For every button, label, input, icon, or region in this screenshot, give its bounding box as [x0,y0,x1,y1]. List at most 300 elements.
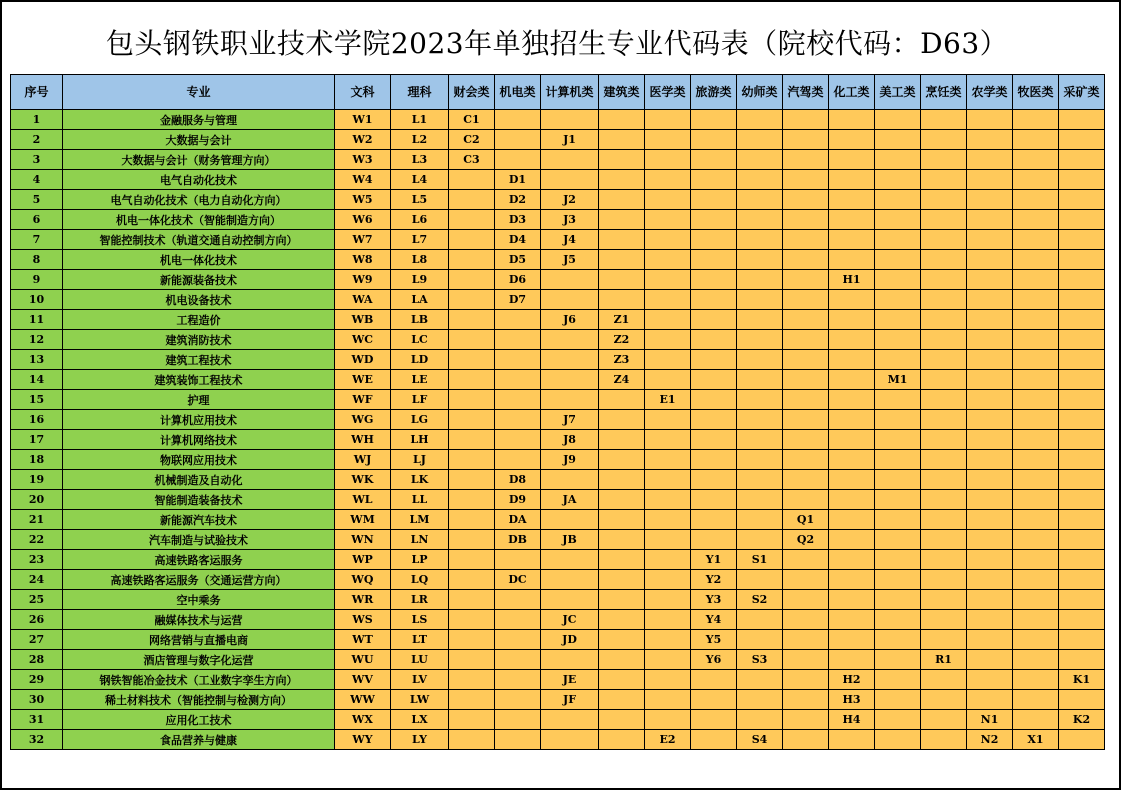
code-cell [921,690,967,710]
code-cell: DB [495,530,541,550]
code-cell: Y3 [691,590,737,610]
code-cell [1059,390,1105,410]
code-cell [1013,470,1059,490]
code-cell: WH [335,430,391,450]
code-cell [495,330,541,350]
code-cell: H3 [829,690,875,710]
code-cell [829,570,875,590]
code-cell [449,470,495,490]
code-cell [645,450,691,470]
code-cell [599,210,645,230]
code-cell: LY [391,730,449,750]
code-cell [1059,310,1105,330]
code-cell [599,230,645,250]
code-cell [783,390,829,410]
code-cell [599,250,645,270]
code-cell [783,710,829,730]
row-number: 29 [11,670,63,690]
code-cell [737,510,783,530]
code-cell [967,590,1013,610]
code-cell [691,330,737,350]
table-row [11,350,1105,370]
code-cell [495,630,541,650]
table-row [11,610,1105,630]
code-cell [599,550,645,570]
code-cell: E1 [645,390,691,410]
code-cell [829,630,875,650]
code-cell [449,710,495,730]
code-cell: J7 [541,410,599,430]
code-cell [967,670,1013,690]
code-cell: J4 [541,230,599,250]
code-cell [875,550,921,570]
table-row [11,390,1105,410]
code-cell [829,130,875,150]
code-cell [599,130,645,150]
code-cell [967,610,1013,630]
code-cell: D1 [495,170,541,190]
code-cell [691,110,737,130]
code-cell [1013,490,1059,510]
code-cell [875,450,921,470]
code-cell [1059,490,1105,510]
code-cell [1013,570,1059,590]
code-cell: LJ [391,450,449,470]
code-cell [1059,210,1105,230]
code-cell [921,590,967,610]
row-number: 4 [11,170,63,190]
row-number: 5 [11,190,63,210]
row-number: 25 [11,590,63,610]
code-cell [1013,370,1059,390]
code-cell [541,290,599,310]
table-row [11,510,1105,530]
code-cell [783,470,829,490]
code-cell: LK [391,470,449,490]
code-cell [783,490,829,510]
code-cell [737,190,783,210]
code-cell [967,430,1013,450]
row-number: 32 [11,730,63,750]
code-cell: S2 [737,590,783,610]
code-cell [1013,650,1059,670]
code-cell: J1 [541,130,599,150]
code-cell [921,370,967,390]
table-row [11,170,1105,190]
row-number: 11 [11,310,63,330]
code-cell [737,150,783,170]
code-cell: Z4 [599,370,645,390]
code-cell [495,130,541,150]
code-cell [1013,150,1059,170]
code-cell [967,470,1013,490]
code-cell [783,230,829,250]
code-cell [645,630,691,650]
code-cell [875,190,921,210]
code-cell [599,610,645,630]
row-number: 14 [11,370,63,390]
code-cell [645,550,691,570]
table-row [11,410,1105,430]
code-cell [1059,370,1105,390]
code-cell: WP [335,550,391,570]
row-number: 3 [11,150,63,170]
code-cell: WW [335,690,391,710]
code-cell: K2 [1059,710,1105,730]
table-row [11,190,1105,210]
code-cell: W2 [335,130,391,150]
code-cell: W3 [335,150,391,170]
code-cell [737,570,783,590]
code-cell [967,570,1013,590]
code-cell [875,710,921,730]
code-cell [645,230,691,250]
row-number: 12 [11,330,63,350]
row-number: 26 [11,610,63,630]
code-cell: WL [335,490,391,510]
major-name: 护理 [63,390,335,410]
major-code-table [10,74,1105,750]
column-header: 文科 [335,75,391,110]
code-cell [1059,650,1105,670]
major-name: 应用化工技术 [63,710,335,730]
code-cell: WA [335,290,391,310]
code-cell [645,190,691,210]
code-cell [967,170,1013,190]
major-name: 机械制造及自动化 [63,470,335,490]
code-cell [829,550,875,570]
code-cell: WU [335,650,391,670]
code-cell [967,230,1013,250]
code-cell [921,290,967,310]
code-cell [691,190,737,210]
code-cell [691,490,737,510]
code-cell [783,630,829,650]
code-cell [783,450,829,470]
code-cell: L5 [391,190,449,210]
major-name: 钢铁智能冶金技术（工业数字孪生方向） [63,670,335,690]
code-cell [1013,550,1059,570]
code-cell [599,190,645,210]
code-cell [737,690,783,710]
code-cell [875,270,921,290]
column-header: 美工类 [875,75,921,110]
code-cell: H1 [829,270,875,290]
code-cell: LW [391,690,449,710]
code-cell [541,710,599,730]
major-name: 电气自动化技术（电力自动化方向） [63,190,335,210]
code-cell [1059,590,1105,610]
code-cell [783,670,829,690]
major-name: 酒店管理与数字化运营 [63,650,335,670]
code-cell [541,370,599,390]
code-cell [737,410,783,430]
code-cell [737,270,783,290]
row-number: 1 [11,110,63,130]
code-cell [691,350,737,370]
code-cell [829,390,875,410]
code-cell: D3 [495,210,541,230]
code-cell [541,330,599,350]
column-header: 化工类 [829,75,875,110]
code-cell [783,190,829,210]
code-cell [645,350,691,370]
code-cell [1059,250,1105,270]
code-cell: LG [391,410,449,430]
major-name: 稀土材料技术（智能控制与检测方向） [63,690,335,710]
code-cell: J6 [541,310,599,330]
major-name: 计算机网络技术 [63,430,335,450]
code-cell [1059,170,1105,190]
code-cell [1013,330,1059,350]
code-cell: N2 [967,730,1013,750]
code-cell [967,250,1013,270]
code-cell [1013,110,1059,130]
major-name: 建筑装饰工程技术 [63,370,335,390]
code-cell [1059,730,1105,750]
code-cell [829,650,875,670]
table-row [11,470,1105,490]
code-cell [829,490,875,510]
column-header: 烹饪类 [921,75,967,110]
code-cell [599,470,645,490]
code-cell [449,210,495,230]
code-cell [967,290,1013,310]
code-cell: WG [335,410,391,430]
row-number: 22 [11,530,63,550]
code-cell: L7 [391,230,449,250]
code-cell: S1 [737,550,783,570]
code-cell [449,270,495,290]
code-cell [449,310,495,330]
code-cell [1059,230,1105,250]
code-cell [1013,690,1059,710]
code-cell [875,390,921,410]
code-cell: R1 [921,650,967,670]
row-number: 23 [11,550,63,570]
code-cell [645,250,691,270]
code-cell [449,650,495,670]
table-row [11,110,1105,130]
code-cell: DC [495,570,541,590]
column-header: 汽驾类 [783,75,829,110]
table-row [11,450,1105,470]
code-cell [691,510,737,530]
code-cell [875,470,921,490]
row-number: 13 [11,350,63,370]
code-cell [449,170,495,190]
code-cell [737,110,783,130]
code-cell [541,150,599,170]
code-cell: J2 [541,190,599,210]
code-cell [599,430,645,450]
code-cell [645,270,691,290]
row-number: 6 [11,210,63,230]
major-name: 机电一体化技术（智能制造方向） [63,210,335,230]
code-cell [829,110,875,130]
code-cell [875,290,921,310]
code-cell [829,510,875,530]
code-cell [1013,590,1059,610]
column-header: 建筑类 [599,75,645,110]
code-cell [449,590,495,610]
code-cell [645,610,691,630]
code-cell [1013,410,1059,430]
code-cell [875,170,921,190]
code-cell [1013,530,1059,550]
code-cell [967,690,1013,710]
column-header: 旅游类 [691,75,737,110]
major-name: 建筑工程技术 [63,350,335,370]
code-cell: WF [335,390,391,410]
code-cell [737,710,783,730]
code-cell [449,610,495,630]
code-cell [645,650,691,670]
code-cell [737,390,783,410]
code-cell [645,110,691,130]
code-cell [449,410,495,430]
code-cell [691,470,737,490]
code-cell [921,170,967,190]
table-row [11,630,1105,650]
code-cell [921,310,967,330]
code-cell [875,330,921,350]
code-cell [921,470,967,490]
table-row [11,650,1105,670]
code-cell [921,530,967,550]
code-cell [645,710,691,730]
code-cell: W6 [335,210,391,230]
code-cell [783,350,829,370]
code-cell [1059,130,1105,150]
code-cell [1059,150,1105,170]
code-cell: JA [541,490,599,510]
code-cell [599,450,645,470]
code-cell [737,330,783,350]
code-cell: Z1 [599,310,645,330]
code-cell [1013,170,1059,190]
code-cell [599,690,645,710]
code-cell [921,390,967,410]
code-cell [691,270,737,290]
code-cell [967,270,1013,290]
table-row [11,330,1105,350]
code-cell [875,410,921,430]
column-header: 机电类 [495,75,541,110]
code-cell [449,430,495,450]
column-header: 采矿类 [1059,75,1105,110]
code-cell: WJ [335,450,391,470]
table-row [11,570,1105,590]
code-cell [599,390,645,410]
code-cell [645,370,691,390]
code-cell [495,370,541,390]
code-cell [921,230,967,250]
code-cell [599,710,645,730]
code-cell [783,550,829,570]
code-cell [967,510,1013,530]
code-cell [495,690,541,710]
code-cell [599,670,645,690]
row-number: 7 [11,230,63,250]
code-cell: C2 [449,130,495,150]
code-cell [737,530,783,550]
code-cell: J5 [541,250,599,270]
code-cell [783,330,829,350]
code-cell: LN [391,530,449,550]
code-cell [541,350,599,370]
major-name: 机电一体化技术 [63,250,335,270]
code-cell [875,250,921,270]
code-cell [1059,610,1105,630]
code-cell [495,710,541,730]
code-cell [737,430,783,450]
code-cell [1059,570,1105,590]
code-cell [921,110,967,130]
code-cell [1013,430,1059,450]
code-cell: LB [391,310,449,330]
code-cell [1013,510,1059,530]
code-cell [875,510,921,530]
major-name: 空中乘务 [63,590,335,610]
code-cell [737,230,783,250]
code-cell: LQ [391,570,449,590]
code-cell: Y6 [691,650,737,670]
code-cell [875,690,921,710]
code-cell [875,650,921,670]
row-number: 28 [11,650,63,670]
code-cell [829,150,875,170]
code-cell: Z2 [599,330,645,350]
code-cell [829,310,875,330]
code-cell [967,650,1013,670]
column-header: 序号 [11,75,63,110]
code-cell: Y4 [691,610,737,630]
code-cell: Y1 [691,550,737,570]
code-cell [691,250,737,270]
code-cell [1059,330,1105,350]
code-cell [875,230,921,250]
code-cell [737,470,783,490]
code-cell [1059,450,1105,470]
code-cell [783,270,829,290]
code-cell: W8 [335,250,391,270]
code-cell [1059,470,1105,490]
code-cell [449,690,495,710]
row-number: 16 [11,410,63,430]
code-cell [967,550,1013,570]
row-number: 30 [11,690,63,710]
column-header: 牧医类 [1013,75,1059,110]
code-cell [1059,350,1105,370]
code-cell [1013,250,1059,270]
code-cell [921,610,967,630]
row-number: 8 [11,250,63,270]
code-cell [1013,390,1059,410]
code-cell [875,530,921,550]
code-cell: D8 [495,470,541,490]
code-cell [541,110,599,130]
column-header: 幼师类 [737,75,783,110]
code-cell [1013,310,1059,330]
code-cell [783,150,829,170]
code-cell [967,370,1013,390]
code-cell: H2 [829,670,875,690]
code-cell: H4 [829,710,875,730]
code-cell: L1 [391,110,449,130]
code-cell [1013,710,1059,730]
code-cell [645,510,691,530]
